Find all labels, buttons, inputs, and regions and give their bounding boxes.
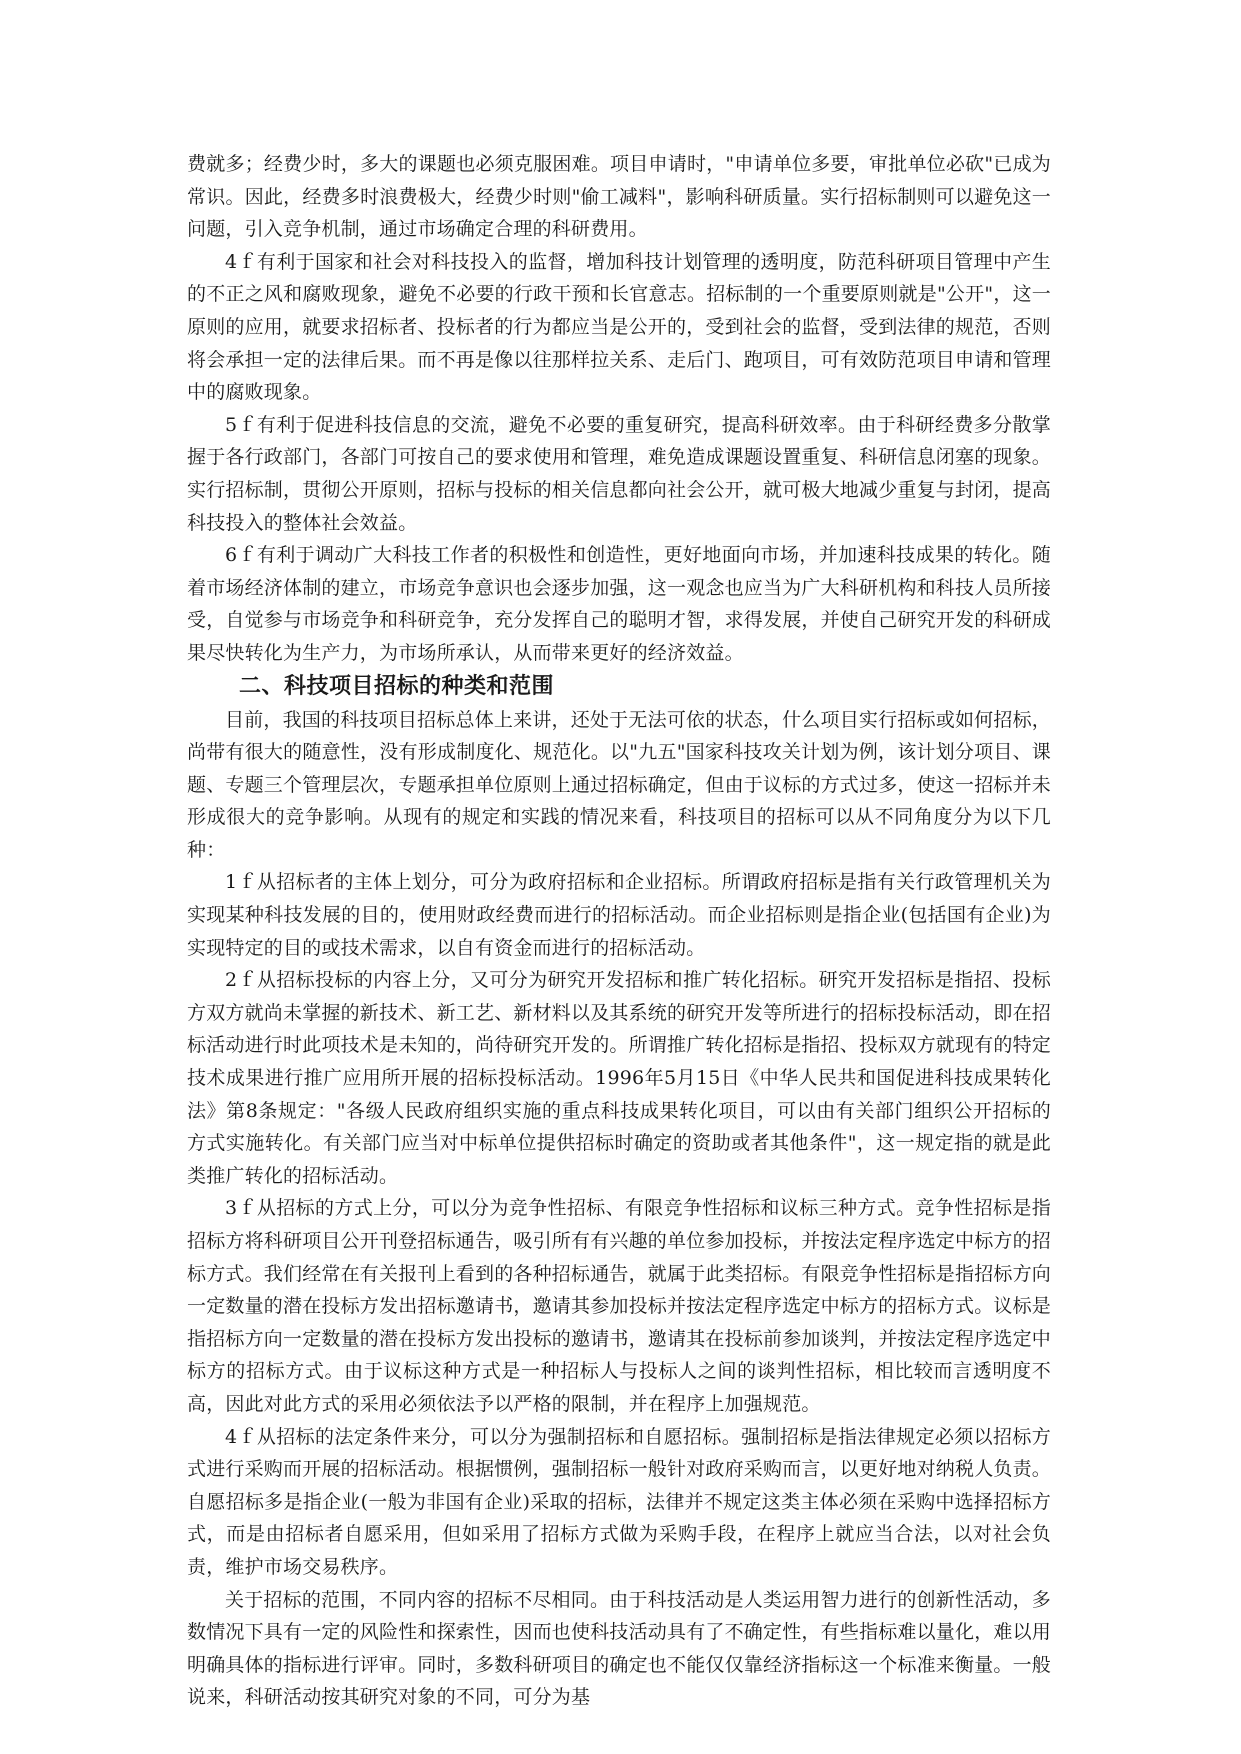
paragraph-advantage-4: 4ｆ有利于国家和社会对科技投入的监督，增加科技计划管理的透明度，防范科研项目管理中产生的不正之风和腐败现象，避免不必要的行政干预和长官意志。招标制的一个重要原则就是"公开"，这一原则的应用，就要求招标者、投标者的行为都应当是公开的，受到社会的监督，受到法律的规范，否则将会承担一定的法律后果。而不再是像以往那样拉关系、走后门、跑项目，可有效防范项目申请和管理中的腐败现象。 [187,250,1052,404]
section-heading: 二、科技项目招标的种类和范围 [239,673,555,699]
paragraph-intro: 目前，我国的科技项目招标总体上来讲，还处于无法可依的状态，什么项目实行招标或如何招标，尚带有很大的随意性，没有形成制度化、规范化。以"九五"国家科技攻关计划为例，该计划分项目、课题、专题三个管理层次，专题承担单位原则上通过招标确定，但由于议标的方式过多，使这一招标并未形成很大的竞争影响。从现有的规定和实践的情况来看，科技项目的招标可以从不同角度分为以下几种： [187,708,1052,861]
paragraph-continuation: 费就多；经费少时，多大的课题也必须克服困难。项目申请时，"申请单位多要，审批单位必砍"已成为常识。因此，经费多时浪费极大，经费少时则"偷工减料"，影响科研质量。实行招标制则可以避免这一问题，引入竞争机制，通过市场确定合理的科研费用。 [187,153,1051,241]
paragraph-type-1: 1ｆ从招标者的主体上划分，可分为政府招标和企业招标。所谓政府招标是指有关行政管理机关为实现某种科技发展的目的，使用财政经费而进行的招标活动。而企业招标则是指企业(包括国有企业)为实现特定的目的或技术需求，以自有资金而进行的招标活动。 [187,871,1051,959]
paragraph-type-4: 4ｆ从招标的法定条件来分，可以分为强制招标和自愿招标。强制招标是指法律规定必须以招标方式进行采购而开展的招标活动。根据惯例，强制招标一般针对政府采购而言，以更好地对纳税人负责。自愿招标多是指企业(一般为非国有企业)采取的招标，法律并不规定这类主体必须在采购中选择招标方式，而是由招标者自愿采用，但如采用了招标方式做为采购手段，在程序上就应当合法，以对社会负责，维护市场交易秩序。 [187,1425,1052,1578]
paragraph-advantage-6: 6ｆ有利于调动广大科技工作者的积极性和创造性，更好地面向市场，并加速科技成果的转化。随着市场经济体制的建立，市场竞争意识也会逐步加强，这一观念也应当为广大科研机构和科技人员所接受，自觉参与市场竞争和科研竞争，充分发挥自己的聪明才智，求得发展，并使自己研究开发的科研成果尽快转化为生产力，为市场所承认，从而带来更好的经济效益。 [187,544,1052,664]
paragraph-type-2: 2ｆ从招标投标的内容上分，又可分为研究开发招标和推广转化招标。研究开发招标是指招、投标方双方就尚未掌握的新技术、新工艺、新材料以及其系统的研究开发等所进行的招标投标活动，即在招标活动进行时此项技术是未知的，尚待研究开发的。所谓推广转化招标是指招、投标双方就现有的特定技术成果进行推广应用所开展的招标投标活动。1996年5月15日《中华人民共和国促进科技成果转化法》第8条规定："各级人民政府组织实施的重点科技成果转化项目，可以由有关部门组织公开招标的方式实施转化。有关部门应当对中标单位提供招标时确定的资助或者其他条件"，这一规定指的就是此类推广转化的招标活动。 [187,969,1052,1187]
document-page [187,148,1051,1714]
paragraph-type-3: 3ｆ从招标的方式上分，可以分为竞争性招标、有限竞争性招标和议标三种方式。竞争性招标是指招标方将科研项目公开刊登招标通告，吸引所有有兴趣的单位参加投标，并按法定程序选定中标方的招标方式。我们经常在有关报刊上看到的各种招标通告，就属于此类招标。有限竞争性招标是指招标方向一定数量的潜在投标方发出招标邀请书，邀请其参加投标并按法定程序选定中标方的招标方式。议标是指招标方向一定数量的潜在投标方发出投标的邀请书，邀请其在投标前参加谈判，并按法定程序选定中标方的招标方式。由于议标这种方式是一种招标人与投标人之间的谈判性招标，相比较而言透明度不高，因此对此方式的采用必须依法予以严格的限制，并在程序上加强规范。 [187,1197,1052,1415]
paragraph-scope: 关于招标的范围，不同内容的招标不尽相同。由于科技活动是人类运用智力进行的创新性活动，多数情况下具有一定的风险性和探索性，因而也使科技活动具有了不确定性，有些指标难以量化，难以用明确具体的指标进行评审。同时，多数科研项目的确定也不能仅仅靠经济指标这一个标准来衡量。一般说来，科研活动按其研究对象的不同，可分为基 [187,1588,1052,1709]
paragraph-advantage-5: 5ｆ有利于促进科技信息的交流，避免不必要的重复研究，提高科研效率。由于科研经费多分散掌握于各行政部门，各部门可按自己的要求使用和管理，难免造成课题设置重复、科研信息闭塞的现象。实行招标制，贯彻公开原则，招标与投标的相关信息都向社会公开，就可极大地减少重复与封闭，提高科技投入的整体社会效益。 [187,413,1052,534]
